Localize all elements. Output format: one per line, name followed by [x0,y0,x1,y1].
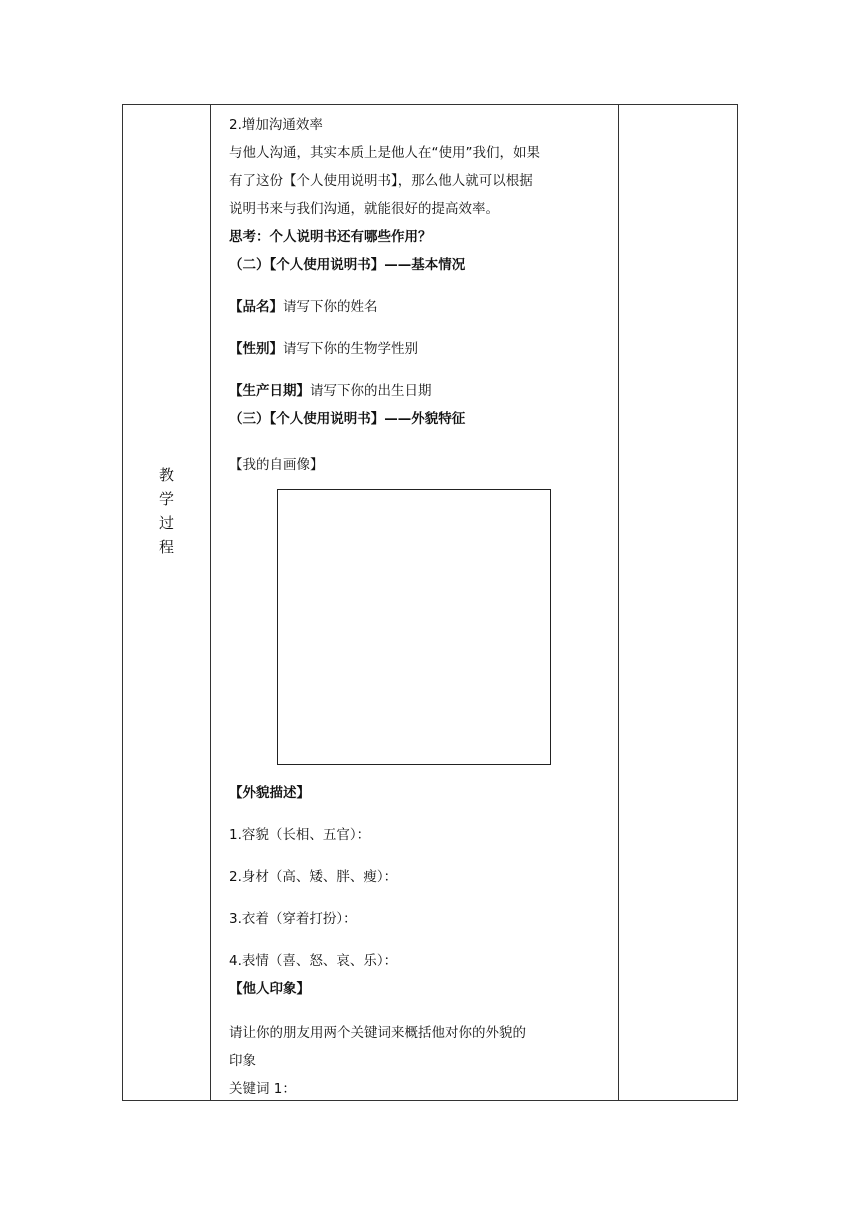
paragraph-line: 有了这份【个人使用说明书】，那么他人就可以根据 [229,173,533,189]
self-portrait-label: 【我的自画像】 [229,457,324,473]
heading-efficiency: 2.增加沟通效率 [229,117,323,133]
appearance-item: 3.衣着（穿着打扮）： [229,911,357,927]
birthdate-instruction: 请写下你的出生日期 [310,383,432,399]
impression-heading: 【他人印象】 [229,981,310,997]
label-char: 教 [158,466,174,484]
section-basic-info: （二）【个人使用说明书】——基本情况 [229,257,466,273]
section-appearance: （三）【个人使用说明书】——外貌特征 [229,411,466,427]
appearance-item: 1.容貌（长相、五官）： [229,827,371,843]
appearance-item: 2.身材（高、矮、胖、瘦）： [229,869,398,885]
think-question: 思考：个人说明书还有哪些作用？ [229,229,432,245]
birthdate-row [229,377,609,405]
lesson-table [122,104,738,1101]
name-row [229,293,609,321]
label-char: 过 [158,514,174,532]
name-label: 【品名】 [229,299,283,315]
self-portrait-box[interactable] [277,489,551,765]
appearance-heading: 【外貌描述】 [229,785,310,801]
teaching-process-label [123,463,210,559]
name-instruction: 请写下你的姓名 [283,299,378,315]
gender-label: 【性别】 [229,341,283,357]
content-cell [229,111,609,1103]
impression-line: 请让你的朋友用两个关键词来概括他对你的外貌的 [229,1025,526,1041]
impression-line: 印象 [229,1053,256,1069]
label-char: 学 [158,490,174,508]
keyword-1: 关键词 1： [229,1081,296,1097]
label-char: 程 [158,538,174,556]
column-divider [210,105,211,1100]
paragraph-line: 与他人沟通，其实本质上是他人在“使用”我们，如果 [229,145,540,161]
birthdate-label: 【生产日期】 [229,383,310,399]
gender-instruction: 请写下你的生物学性别 [283,341,418,357]
paragraph-line: 说明书来与我们沟通，就能很好的提高效率。 [229,201,499,217]
column-divider [618,105,619,1100]
gender-row [229,335,609,363]
appearance-item: 4.表情（喜、怒、哀、乐）： [229,953,398,969]
